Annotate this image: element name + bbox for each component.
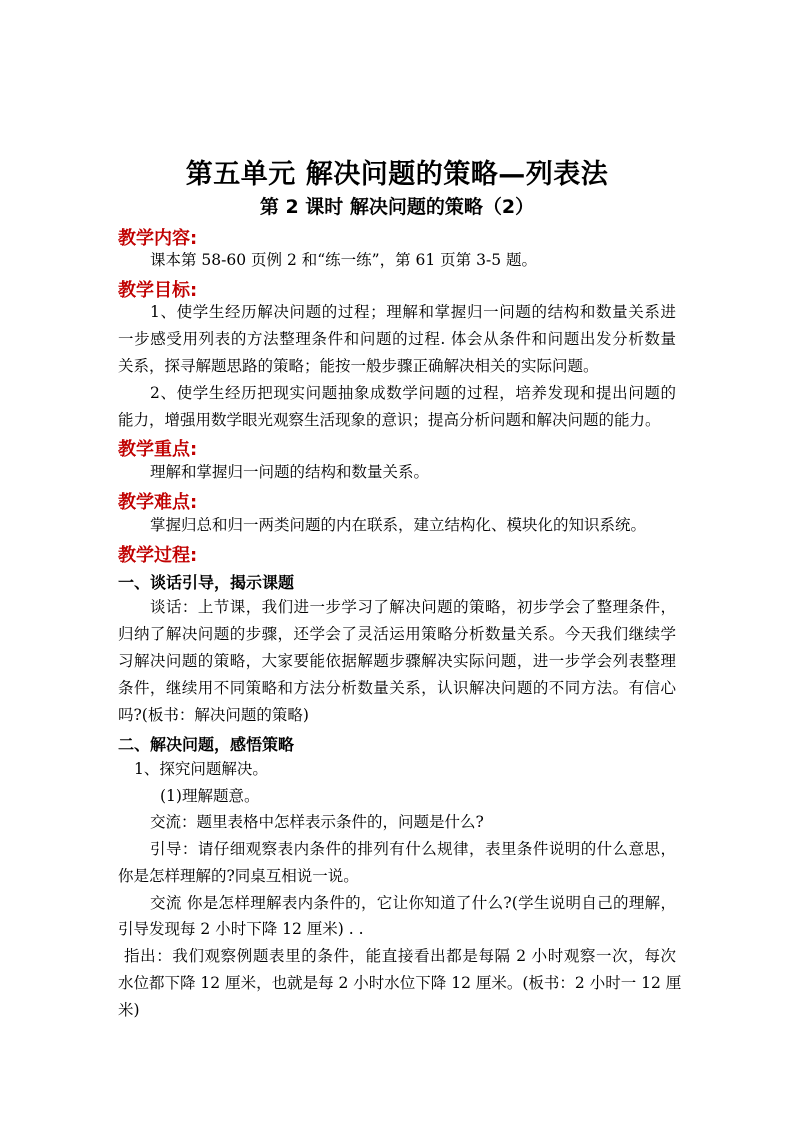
text-line: 水位都下降 12 厘米，也就是每 2 小时水位下降 12 厘米。(板书：2 小时一 12 厘 (118, 974, 682, 992)
text-line: 一步感受用列表的方法整理条件和问题的过程. 体会从条件和问题出发分析数量 (118, 330, 676, 348)
text-line: (1)理解题意。 (160, 787, 260, 805)
section-heading-2: 二、解决问题，感悟策略 (118, 735, 295, 754)
text-line: 1、使学生经历解决问题的过程；理解和掌握归一问题的结构和数量关系进 (150, 303, 676, 321)
text-line: 掌握归总和归一两类问题的内在联系，建立结构化、模块化的知识系统。 (150, 516, 647, 534)
page-title: 第五单元 解决问题的策略—列表法 (185, 159, 609, 190)
heading-key: 教学重点: (118, 439, 198, 460)
text-line: 指出：我们观察例题表里的条件，能直接看出都是每隔 2 小时观察一次，每次 (124, 947, 676, 965)
text-line: 2、使学生经历把现实问题抽象成数学问题的过程，培养发现和提出问题的 (150, 384, 676, 402)
text-line: 你是怎样理解的?同桌互相说一说。 (118, 867, 359, 885)
text-line: 交流 你是怎样理解表内条件的，它让你知道了什么?(学生说明自己的理解， (150, 894, 676, 912)
text-line: 习解决问题的策略，大家要能依据解题步骤解决实际问题，进一步学会列表整理 (118, 652, 676, 670)
heading-process: 教学过程: (118, 545, 198, 566)
heading-content: 教学内容: (118, 228, 198, 249)
text-line: 米) (118, 1001, 140, 1019)
text-line: 能力，增强用数学眼光观察生活现象的意识；提高分析问题和解决问题的能力。 (118, 411, 661, 429)
text-line: 交流：题里表格中怎样表示条件的，问题是什么? (150, 813, 484, 831)
text-line: 理解和掌握归一问题的结构和数量关系。 (150, 463, 430, 481)
heading-difficult: 教学难点: (118, 492, 198, 513)
text-line: 1、探究问题解决。 (134, 760, 268, 778)
section-heading-1: 一、谈话引导，揭示课题 (118, 573, 295, 592)
text-line: 引导发现每 2 小时下降 12 厘米) . . (118, 920, 364, 938)
text-line: 归纳了解决问题的步骤，还学会了灵活运用策略分析数量关系。今天我们继续学 (118, 625, 676, 643)
page-subtitle: 第 2 课时 解决问题的策略（2） (259, 196, 535, 218)
text-line: 条件，继续用不同策略和方法分析数量关系，认识解决问题的不同方法。有信心 (118, 679, 676, 697)
text-line: 谈话：上节课，我们进一步学习了解决问题的策略，初步学会了整理条件， (150, 598, 676, 616)
text-line: 引导：请仔细观察表内条件的排列有什么规律，表里条件说明的什么意思， (150, 840, 676, 858)
text-line: 吗?(板书：解决问题的策略) (118, 706, 309, 724)
heading-goals: 教学目标: (118, 280, 198, 301)
text-line: 关系，探寻解题思路的策略；能按一般步骤正确解决相关的实际问题。 (118, 357, 599, 375)
text-line: 课本第 58-60 页例 2 和“练一练”，第 61 页第 3-5 题。 (150, 251, 537, 269)
